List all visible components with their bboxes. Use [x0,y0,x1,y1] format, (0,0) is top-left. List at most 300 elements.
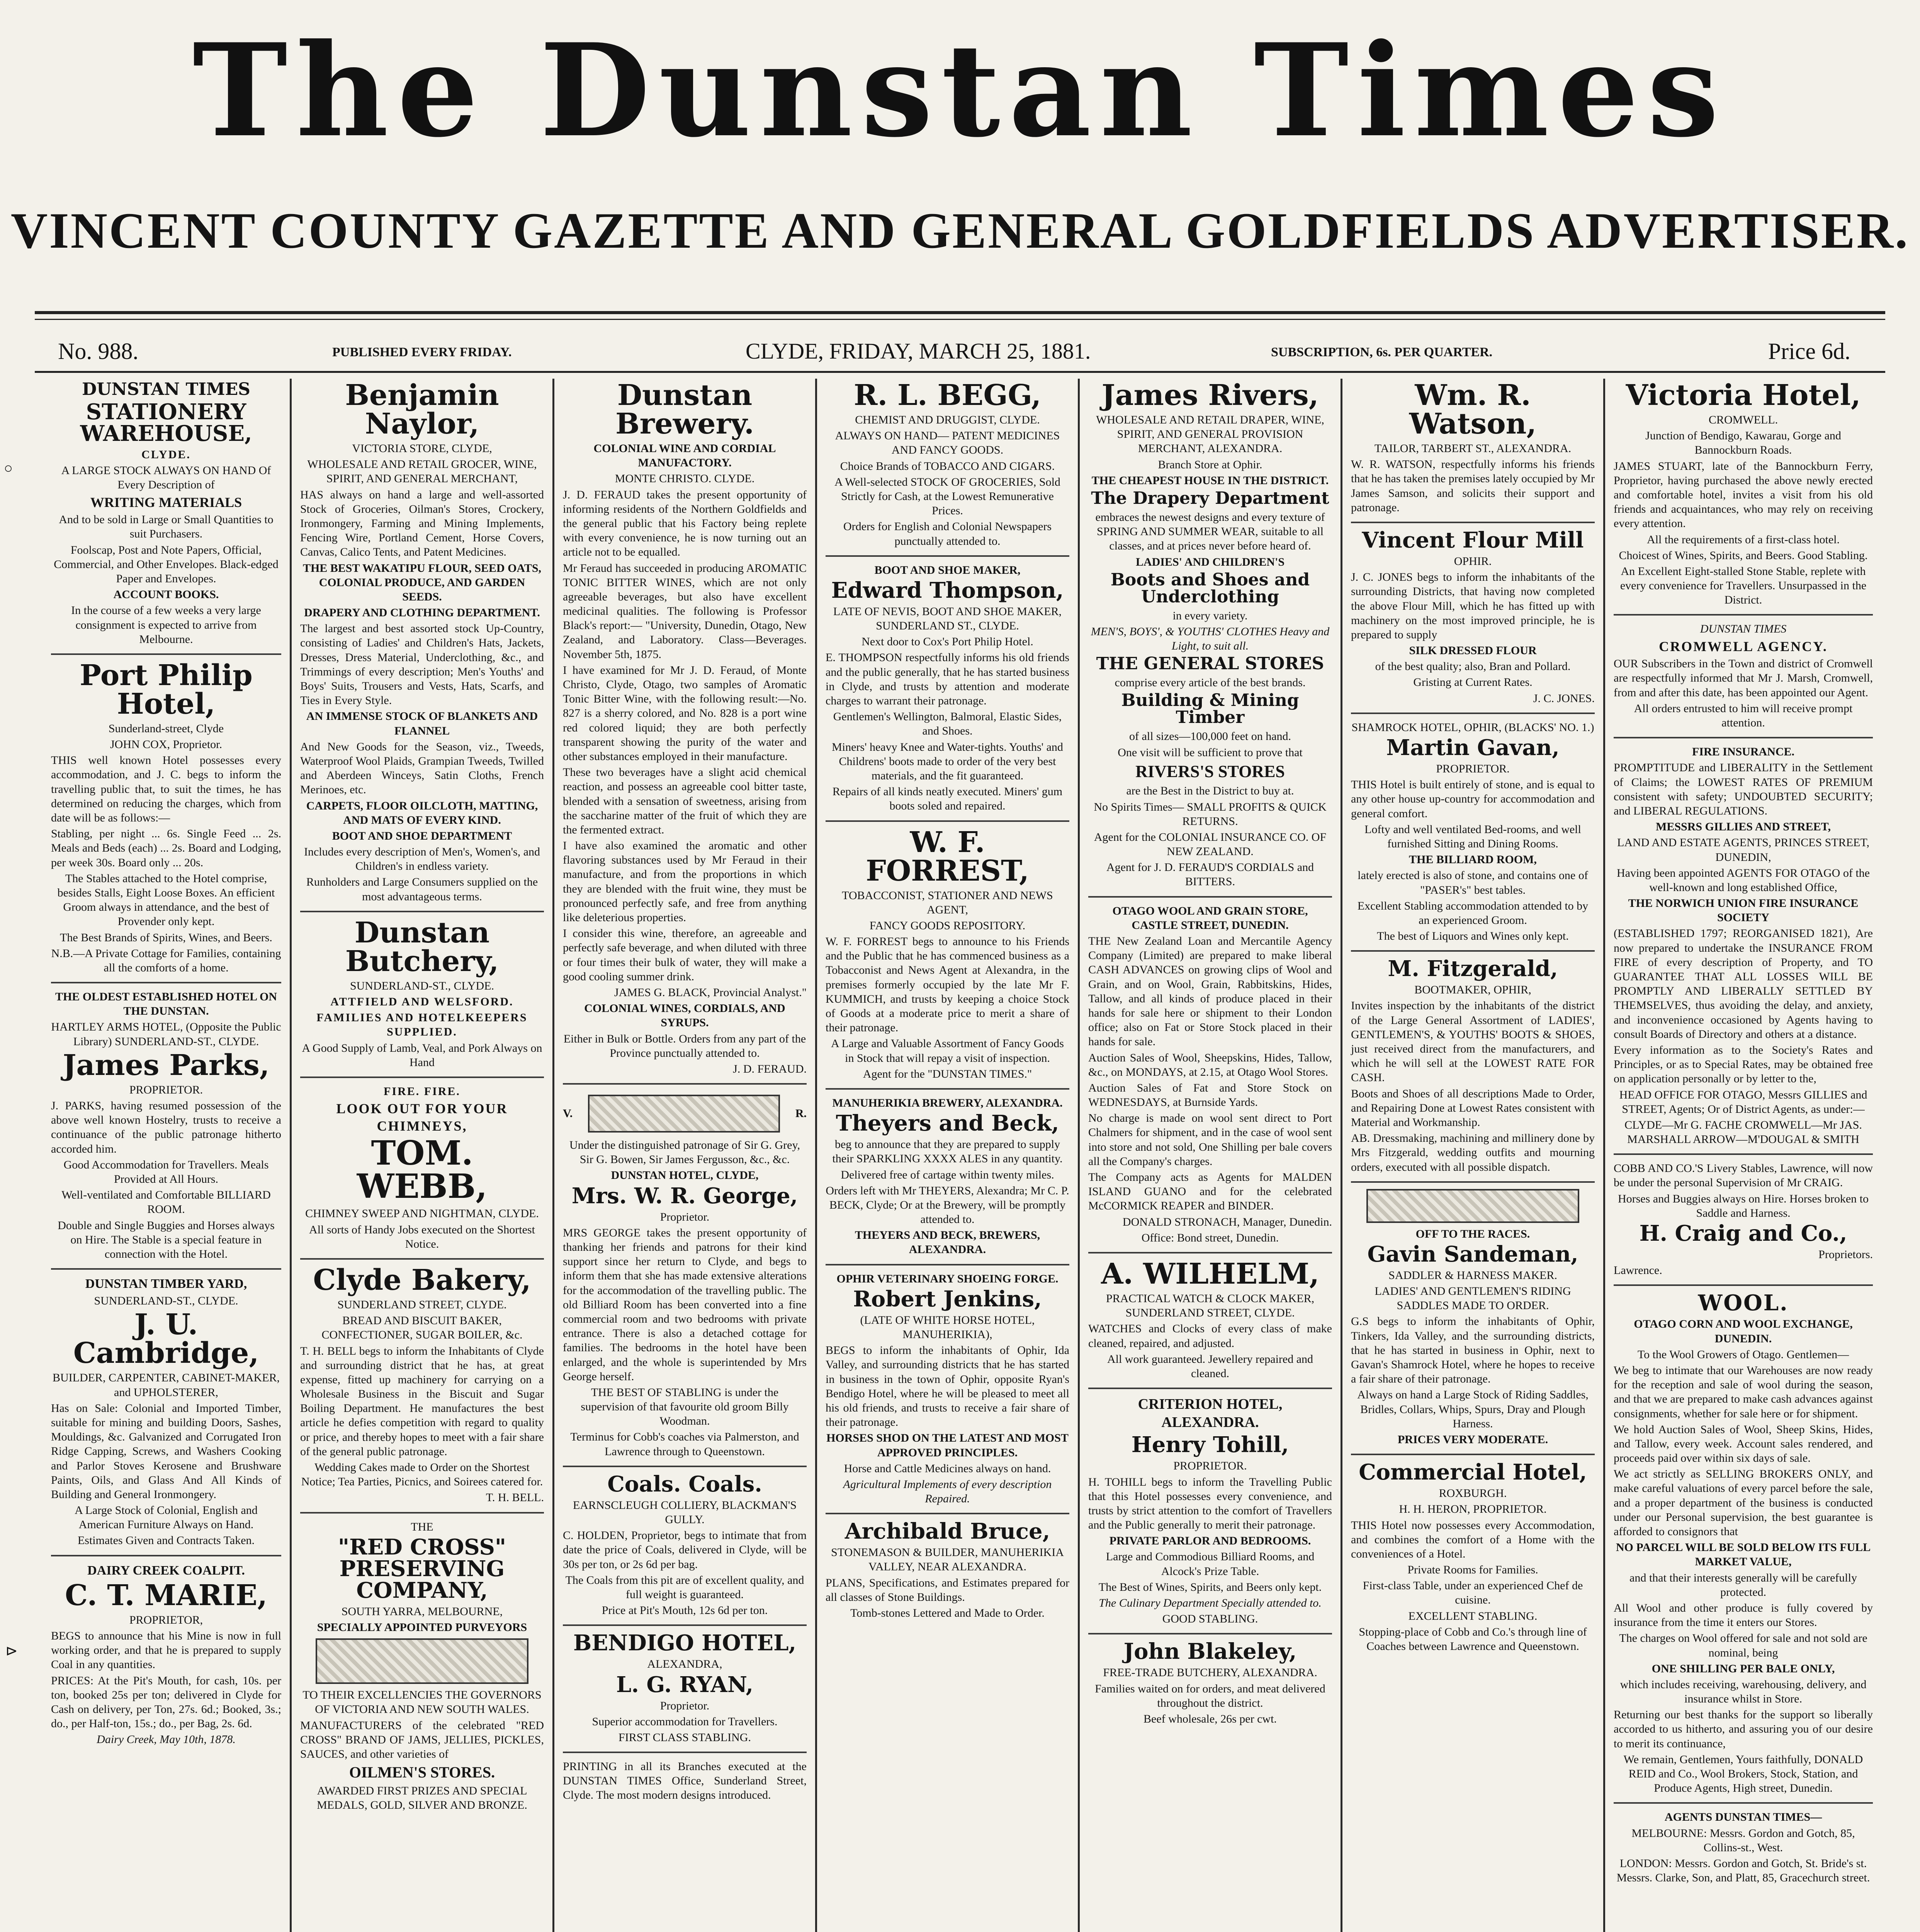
ad-name: Gavin Sandeman, [1367,1241,1578,1267]
ad-text: We act strictly as SELLING BROKERS ONLY, and make careful valuations of every parcel before the sale, and a proper department of the business is conducted under our Personal supervision, the best guarantee is afforded to consignors that [1614,1468,1873,1538]
ad-victoria-hotel [1614,381,1873,616]
ad-text: NO PARCEL WILL BE SOLD BELOW ITS FULL MARKET VALUE, [1616,1541,1871,1568]
ad-name: BENDIGO HOTEL, [573,1630,796,1656]
ad-text: Superior accommodation for Travellers. [592,1715,778,1728]
margin-mark: ⊳ [5,1643,18,1659]
newspaper-subtitle: VINCENT COUNTY GAZETTE AND GENERAL GOLDFIELDS ADVERTISER. [10,202,1910,259]
advertisement-columns [42,379,1881,1932]
ad-text: The largest and best assorted stock Up-Country, consisting of Ladies' and Children's Hats, Jackets, Dresses, Dress Material, Underclothing, &c., and Trimmings of every description; Men's Youths' and Boys' Suits, Trousers and Vests, Hats, Scarfs, and Ties in Every Style. [300,622,544,707]
ad-text: Wedding Cakes made to Order on the Shortest Notice; Tea Parties, Picnics, and Soirees catered for. [301,1461,543,1488]
ad-text: All sorts of Handy Jobs executed on the Shortest Notice. [309,1223,535,1250]
ad-heading: FIRE. FIRE. [384,1085,460,1098]
ad-text: Stopping-place of Cobb and Co.'s through line of Coaches between Lawrence and Queenstown. [1359,1625,1587,1653]
ad-text: THE New Zealand Loan and Mercantile Agency Company (Limited) are prepared to make liberal CASH ADVANCES on growing clips of Wool and Grain, and on Wool, Grain, Rabbitskins, Hides, Tallow, and all kinds of produce placed in their hands for sale here or shipment to their London office; also on Fat or Store Stock placed in their hands for sale. [1088,935,1332,1048]
royal-arms-row [563,1091,807,1136]
ad-text: Price at Pit's Mouth, 12s 6d per ton. [601,1604,768,1617]
ad-dairy-creek-coalpit [51,1563,281,1754]
ad-text: THE CHEAPEST HOUSE IN THE DISTRICT. [1091,474,1329,487]
ad-text: SPECIALLY APPOINTED PURVEYORS [317,1621,527,1634]
ad-heading: CRITERION HOTEL, ALEXANDRA. [1138,1396,1283,1431]
ad-text: The Culinary Department Specially attended to. [1099,1597,1322,1610]
ad-name: Edward Thompson, [831,577,1064,603]
ad-text: The best of Liquors and Wines only kept. [1377,930,1569,943]
ad-text: COBB AND CO.'S Livery Stables, Lawrence, will now be under the personal Supervision of Mr CRAIG. [1614,1162,1873,1189]
ad-text: of the best quality; also, Bran and Pollard. [1375,660,1571,673]
royal-coat-of-arms-illustration [588,1095,780,1133]
ad-name: Coals. Coals. [607,1471,762,1497]
ad-text: FANCY GOODS REPOSITORY. [869,919,1026,932]
ad-wool-exchange [1614,1292,1873,1804]
ad-address: SUNDERLAND-ST., CLYDE. [350,979,494,992]
ad-hartley-arms-hotel [51,990,281,1270]
ad-text: Includes every description of Men's, Women's, and Children's in endless variety. [304,845,540,873]
ad-text: Choice Brands of TOBACCO AND CIGARS. [840,459,1055,473]
ad-benjamin-naylor [300,381,544,912]
issue-number: No. 988. [58,338,139,364]
ad-text: Foolscap, Post and Note Papers, Official, Commercial, and Other Envelopes. Black-edged Paper and Envelopes. [54,543,279,585]
ad-text: ALWAYS ON HAND— PATENT MEDICINES AND FANCY GOODS. [835,429,1060,457]
ad-text: HAS always on hand a large and well-assorted Stock of Groceries, Oilman's Stores, Crockery, Ironmongery, Farming and Mining Implements, Fencing Wire, Portland Cement, Horse Covers, Canvas, Calico Tents, and Patent Medicines. [300,488,544,559]
issue-date: CLYDE, FRIDAY, MARCH 25, 1881. [746,338,1091,364]
margin-mark: ○ [4,460,13,476]
ad-text: Delivered free of cartage within twenty miles. [841,1168,1054,1181]
ad-heading: DAIRY CREEK COALPIT. [87,1563,245,1578]
ad-text: OTAGO CORN AND WOOL EXCHANGE, DUNEDIN. [1634,1318,1853,1345]
ad-trade: STONEMASON & BUILDER, MANUHERIKIA VALLEY, NEAR ALEXANDRA. [831,1546,1064,1573]
ad-text: Mr Feraud has succeeded in producing AROMATIC TONIC BITTER WINES, which are not only agreeable beverages, but also have excellent medicinal qualities. The following is Professor Black's report:— "University, Dunedin, Otago, New Zealand, and Laboratory. Class—Beverages. November 5th, 1875. [563,561,807,661]
ad-text: MONTE CHRISTO. CLYDE. [615,472,755,485]
ad-shamrock-hotel [1351,720,1595,952]
ad-heading: DUNSTAN HOTEL, CLYDE, [611,1169,759,1182]
ad-name: James Rivers, [1101,379,1319,412]
ad-dunstan-brewery [563,381,807,1085]
ad-text: N.B.—A Private Cottage for Families, containing all the comforts of a home. [51,947,281,974]
ad-place: CLYDE. [141,448,191,461]
ad-name: Theyers and Beck, [836,1111,1059,1136]
ad-text: Good Accommodation for Travellers. Meals Provided at All Hours. [63,1158,269,1185]
ad-name: Henry Tohill, [1131,1432,1289,1458]
ad-heading: OTAGO WOOL AND GRAIN STORE, CASTLE STREET, DUNEDIN. [1112,904,1308,932]
ad-text: (LATE OF WHITE HORSE HOTEL, MANUHERIKIA), [860,1313,1035,1341]
ad-text: An Excellent Eight-stalled Stone Stable, replete with every convenience for Travellers. Unsurpassed in the District. [1620,565,1867,607]
ad-text: A LARGE STOCK ALWAYS ON HAND Of Every Description of [61,464,271,492]
ad-text: The Best of Wines, Spirits, and Beers only kept. [1098,1580,1322,1594]
ad-fire-insurance [1614,745,1873,1155]
dateline [58,338,1850,373]
ad-heading: CROMWELL AGENCY. [1659,638,1828,654]
ad-text: Estimates Given and Contracts Taken. [77,1534,255,1547]
ad-text: Agent for J. D. FERAUD'S CORDIALS and BITTERS. [1106,861,1314,888]
ad-text: THIS Hotel now possesses every Accommodation, and combines the comfort of a Home with the conveniences of a Hotel. [1351,1519,1595,1560]
ad-criterion-hotel [1088,1395,1332,1634]
ad-text: G.S begs to inform the inhabitants of Ophir, Tinkers, Ida Valley, and the surrounding districts, that he has started in business in Ophir, next to Gavan's Shamrock Hotel, where he hopes to receive a fair share of their patronage. [1351,1315,1595,1386]
ad-cobb-livery-stables [1614,1161,1873,1286]
ad-name: Clyde Bakery, [313,1263,531,1297]
ad-name: Benjamin Naylor, [345,379,499,440]
ad-red-cross-preserving [300,1520,544,1819]
ad-text: (ESTABLISHED 1797; REORGANISED 1821), Are now prepared to undertake the INSURANCE FROM FIRE of every description of Property, and TO GUARANTEE THAT ALL LOSSES WILL BE PROMPTLY AND LIBERALLY SETTLED BY THEMSELVES, thus avoiding the delay, and anxiety, and inconvenience occasioned by Agents having to consult Boards of Directory and others at a distance. [1614,927,1873,1041]
ad-text: GOOD STABLING. [1162,1612,1258,1626]
ad-text: COLONIAL WINES, CORDIALS, AND SYRUPS. [584,1002,785,1029]
ad-text: BEGS to announce that his Mine is now in full working order, and that he is prepared to supply Coal in any quantities. [51,1629,281,1671]
ad-name: M. Fitzgerald, [1388,956,1558,982]
column-3 [552,379,815,1932]
ad-heading: Port Philip Hotel, [80,658,253,721]
ad-name: Mrs. W. R. George, [571,1183,798,1209]
ad-text: I have also examined the aromatic and other flavoring substances used by Mr Feraud in their manufacture, and from the proportions in which they are blended with the fruit wine, they must be pronounced perfectly safe, and free from anything like deleterious properties. [563,839,807,924]
ad-text: Double and Single Buggies and Horses always on Hire. The Stable is a special feature in connection with the Hotel. [58,1219,275,1260]
ad-proprietor: Proprietors. [1818,1248,1873,1261]
ad-name: Vincent Flour Mill [1362,527,1584,553]
ad-text: beg to announce that they are prepared to supply their SPARKLING XXXX ALES in any quantity. [832,1138,1063,1165]
ad-text: Large and Commodious Billiard Rooms, and Alcock's Prize Table. [1106,1550,1315,1578]
ad-vincent-flour-mill [1351,529,1595,714]
ad-text: To the Wool Growers of Otago. Gentlemen— [1637,1348,1849,1361]
column-2 [290,379,552,1932]
ad-edward-thompson [826,563,1069,822]
ad-text: embraces the newest designs and every texture of SPRING AND SUMMER WEAR, suitable to all classes, and at prices never before heard of. [1095,510,1325,553]
ad-text: H. TOHILL begs to inform the Travelling Public that this Hotel possesses every convenience, and trusts by strict attention to the comfort of Travellers and the Public generally to merit their patronage. [1088,1475,1332,1532]
ad-text: HORSES SHOD ON THE LATEST AND MOST APPROVED PRINCIPLES. [826,1432,1069,1459]
ad-agents-dunstan-times [1614,1810,1873,1892]
ad-subheading: THE GENERAL STORES [1096,654,1324,674]
ad-name: H. Craig and Co., [1639,1221,1847,1246]
ad-text: RIVERS'S STORES [1135,762,1285,781]
ad-place: CROMWELL. [1708,413,1778,426]
ad-proprietor: Proprietor. [660,1210,710,1223]
ad-text: First-class Table, under an experienced Chef de cuisine. [1363,1579,1583,1607]
ad-text: Well-ventilated and Comfortable BILLIARD ROOM. [61,1189,271,1216]
ad-text: Lofty and well ventilated Bed-rooms, and well furnished Sitting and Dining Rooms. [1364,823,1581,850]
ad-text: Invites inspection by the inhabitants of the district of the Large General Assortment of LADIES', GENTLEMEN'S, & YOUTHS' BOOTS & SHOES, just received direct from the manufacturers, and which he will sell at the LOWEST RATE FOR CASH. [1351,999,1595,1084]
ad-text: Runholders and Large Consumers supplied on the most advantageous terms. [306,876,538,903]
ad-place: OPHIR. [1454,554,1492,568]
ad-subheading: Building & Mining Timber [1121,690,1299,728]
ad-text: comprise every article of the best brands. [1115,676,1306,689]
ad-heading: THE OLDEST ESTABLISHED HOTEL ON THE DUNSTAN. [55,990,277,1018]
ad-text: FAMILIES AND HOTELKEEPERS SUPPLIED. [316,1011,528,1039]
ad-text: These two beverages have a slight acid chemical reaction, and possess an agreeable cool bitter taste, blended with a sensation of sweetness, arising from the saccharine matter of the fruit of which they are the fermented extract. [563,766,807,836]
ad-text: The charges on Wool offered for sale and not sold are nominal, being [1619,1632,1867,1659]
ad-text: J. D. FERAUD takes the present opportunity of informing residents of the Northern Goldfields and the general public that his Factory being replete with every convenience, he is now turning out an article not to be equalled. [563,488,807,559]
ad-text: The Stables attached to the Hotel comprise, besides Stalls, Eight Loose Boxes. An efficient Groom always in attendance, and the best of Provender only kept. [57,872,275,928]
ad-text: The Best Brands of Spirits, Wines, and Beers. [60,931,272,944]
ad-text: In the course of a few weeks a very large consignment is expected to arrive from Melbourne. [71,604,261,646]
ad-subheading: The Drapery Department [1091,488,1329,508]
ad-text: Returning our best thanks for the support so liberally accorded to us hitherto, and assuring you of our desire to merit its continuance, [1614,1708,1873,1750]
ad-ophir-veterinary-forge [826,1272,1069,1515]
ad-cromwell-agency [1614,622,1873,738]
ad-name: Victoria Hotel, [1626,379,1861,412]
ad-wm-r-watson [1351,381,1595,523]
ad-m-fitzgerald [1351,958,1595,1182]
ad-text: THE [411,1520,433,1533]
ad-printing [563,1759,807,1810]
ad-text: Gentlemen's Wellington, Balmoral, Elastic Sides, and Shoes. [833,710,1062,738]
ad-text: SADDLER & HARNESS MAKER. [1388,1269,1557,1282]
ad-text: lately erected is also of stone, and contains one of "PASER's" best tables. [1358,869,1588,896]
ad-text: BOOTMAKER, OPHIR, [1414,983,1531,997]
ad-text: FIRST CLASS STABLING. [618,1731,751,1744]
ad-text: I have examined for Mr J. D. Feraud, of Monte Christo, Clyde, Otago, two samples of Aromatic Tonic Bitter Wine, with the following result:—No. 827 is a sherry colored, and No. 828 is a port wine red colored liquid; they are both perfectly transparent showing the purity of the water and other substances employed in their manufacture. [563,663,807,763]
ad-text: Junction of Bendigo, Kawarau, Gorge and Bannockburn Roads. [1645,429,1841,457]
ad-proprietor: PROPRIETOR. [1436,762,1510,775]
ad-proprietor: PROPRIETOR. [129,1083,203,1096]
ad-text: THE BILLIARD ROOM, [1409,853,1537,866]
ad-text: Office: Bond street, Dunedin. [1141,1231,1279,1244]
ad-heading: BOOT AND SHOE MAKER, [874,563,1021,577]
ad-text: PLANS, Specifications, and Estimates prepared for all classes of Stone Buildings. [826,1576,1069,1604]
ad-text: OUR Subscribers in the Town and district of Cromwell are respectfully informed that Mr J. Marsh, Cromwell, from and after this date, has been appointed our Agent. [1614,657,1873,699]
ad-trade: BUILDER, CARPENTER, CABINET-MAKER, and UPHOLSTERER, [52,1371,280,1399]
ad-proprietor: JOHN COX, Proprietor. [110,738,222,751]
column-4 [815,379,1078,1932]
ad-text: Orders for English and Colonial Newspapers punctually attended to. [843,520,1052,548]
ad-bendigo-hotel [563,1632,807,1753]
ad-text: T. H. BELL begs to inform the Inhabitants of Clyde and surrounding district that he has, at great expense, fitted up machinery for carrying on a Wholesale Business in the Biscuit and Sugar Boiling Department. He manufactures the best article he defies competition with regard to quality or price, and thereby hopes to meet with a fair share of the general public patronage. [300,1344,544,1458]
ad-clyde-bakery [300,1263,544,1514]
column-1 [42,379,290,1932]
ad-text: J. PARKS, having resumed possession of the above well known Hostelry, trusts to receive a continuance of the public patronage hitherto accorded him. [51,1099,281,1155]
ad-text: C. HOLDEN, Proprietor, begs to intimate that from date the price of Coals, delivered in Clyde, will be 30s per ton, or 2s 6d per bag. [563,1529,807,1571]
ad-name: A. WILHELM, [1101,1257,1319,1291]
ad-text: Beef wholesale, 26s per cwt. [1144,1712,1277,1725]
ad-text: LONDON: Messrs. Gordon and Gotch, St. Bride's st. Messrs. Clarke, Son, and Platt, 85, Gracechurch street. [1616,1857,1870,1884]
ad-text: THE NORWICH UNION FIRE INSURANCE SOCIETY [1628,897,1859,924]
ad-text: One visit will be sufficient to prove that [1118,746,1303,759]
ad-text: A Large and Valuable Assortment of Fancy Goods in Stock that will repay a visit of inspection. [831,1037,1064,1065]
ad-text: PRIVATE PARLOR AND BEDROOMS. [1109,1534,1311,1548]
masthead-rule-thin [35,319,1885,320]
ad-text: Choicest of Wines, Spirits, and Beers. Good Stabling. [1619,549,1868,562]
ad-text: EARNSCLEUGH COLLIERY, BLACKMAN'S GULLY. [573,1498,797,1526]
ad-signature: DONALD STRONACH, Manager, Dunedin. [1122,1215,1332,1228]
ad-name: R. L. BEGG, [853,379,1042,412]
ad-text: HEAD OFFICE FOR OTAGO, Messrs GILLIES and STREET, Agents; Or of District Agents, as under:— [1619,1088,1867,1116]
ad-text: of all sizes—100,000 feet on hand. [1129,730,1291,743]
ad-signature: JAMES G. BLACK, Provincial Analyst." [614,986,807,999]
ad-text: MEN'S, BOYS', & YOUTHS' CLOTHES Heavy and Light, to suit all. [1091,625,1330,653]
ad-text: which includes receiving, warehousing, delivery, and insurance whilst in Store. [1620,1678,1867,1706]
ad-text: WRITING MATERIALS [90,494,242,510]
ad-text: We hold Auction Sales of Wool, Sheep Skins, Hides, and Tallow, every week. Account sales rendered, and proceeds paid over within six days of sale. [1614,1423,1873,1465]
ad-text: Next door to Cox's Port Philip Hotel. [861,635,1033,648]
ad-text: WHOLESALE AND RETAIL DRAPER, WINE, SPIRIT, AND GENERAL PROVISION MERCHANT, ALEXANDRA. [1096,413,1324,455]
ad-text: are the Best in the District to buy at. [1126,784,1294,798]
ad-name: John Blakeley, [1123,1639,1297,1665]
ad-heading: SHAMROCK HOTEL, OPHIR, (BLACKS' NO. 1.) [1351,721,1594,734]
ad-text: All Wool and other produce is fully covered by insurance from the time it enters our Stores. [1614,1601,1873,1629]
ad-text: BREAD AND BISCUIT BAKER, CONFECTIONER, SUGAR BOILER, &c. [321,1314,523,1342]
ad-text: Agricultural Implements of every description Repaired. [843,1478,1052,1505]
ad-text: PRINTING in all its Branches executed at the DUNSTAN TIMES Office, Sunderland Street, Clyde. The most modern designs introduced. [563,1760,807,1802]
horse-and-rider-illustration [1366,1189,1579,1223]
ad-signature: J. D. FERAUD. [733,1062,807,1075]
ad-text: W. F. FORREST begs to announce to his Friends and the Public that he has commenced business as a Tobacconist and News Agent at Alexandra, in the premises formerly occupied by the late Mr F. KUMMICH, and trusts by keeping a choice Stock of Goods at a moderate price to merit a share of their patronage. [826,935,1069,1034]
ad-trade: WHOLESALE AND RETAIL GROCER, WINE, SPIRIT, AND GENERAL MERCHANT, [307,458,537,485]
ad-r-l-begg [826,381,1069,557]
ad-text: All orders entrusted to him will receive prompt attention. [1634,702,1853,729]
ad-text: Private Rooms for Families. [1407,1563,1538,1577]
ad-tom-webb [300,1084,544,1260]
ad-text: Agent for the "DUNSTAN TIMES." [863,1067,1032,1080]
ad-name: C. T. MARIE, [65,1578,267,1612]
ad-name: Dunstan Brewery. [615,379,754,440]
ad-proprietor: Proprietor. [660,1699,710,1712]
masthead-rule-top [35,311,1885,314]
ad-port-philip-hotel [51,658,281,983]
ad-text: No charge is made on wool sent direct to Port Chalmers for shipment, and in the case of wool sent into store and not sold, One Shilling per bale covers all the Company's charges. [1088,1112,1332,1168]
ad-text: All the requirements of a first-class hotel. [1646,533,1840,546]
ad-text: Auction Sales of Wool, Sheepskins, Hides, Tallow, &c., on MONDAYS, at 2.15, at Otago Wool Stores. [1088,1051,1332,1078]
ad-text: Agent for the COLONIAL INSURANCE CO. OF NEW ZEALAND. [1094,830,1327,858]
ad-text: Has on Sale: Colonial and Imported Timber, suitable for mining and building Doors, Sashes, Mouldings, &c. Galvanized and Corrugated Iron Ridge Capping, Screws, and Washers Cooking and Parlor Stoves Kerosene and Brushware Paints, Oils, and Glass And All Kinds of Building and General Ironmongery. [51,1401,281,1501]
ad-subheading: Boots and Shoes and Underclothing [1110,570,1310,607]
ad-text: Boots and Shoes of all descriptions Made to Order, and Repairing Done at Lowest Rates consistent with Material and Workmanship. [1351,1087,1595,1129]
ad-address: SUNDERLAND-ST., CLYDE. [94,1294,238,1308]
ad-text: PRICES: At the Pit's Mouth, for cash, 10s. per ton, booked 25s per ton; delivered in Clyde for Cash on delivery, per Ton, 27s. 6d.; Booked, 3s.; do., per Half-ton, 15s.; do., per Bag, 2s. 6d. [51,1674,281,1730]
ad-heading: OPHIR VETERINARY SHOEING FORGE. [836,1272,1059,1285]
ad-text: E. THOMPSON respectfully informs his old friends and the public generally, that he has started business in Clyde, and trusts by attention and moderate charges to warrant their patronage. [826,651,1069,707]
ad-text: JAMES STUART, late of the Bannockburn Ferry, Proprietor, having purchased the above newly erected and comfortable hotel, invites a visit from his old friends and acquaintances, who may rely on receiving every attention. [1614,459,1873,530]
ad-name: James Parks, [63,1048,270,1082]
ad-text: W. R. WATSON, respectfully informs his friends that he has taken the premises lately occupied by Mr James Samson, and solicits their support and patronage. [1351,458,1595,514]
ad-text: The Company acts as Agents for MALDEN ISLAND GUANO and for the celebrated McCORMICK REAPER and BINDER. [1088,1171,1332,1213]
ad-heading: FIRE INSURANCE. [1692,745,1795,759]
ad-signature: THEYERS AND BECK, BREWERS, ALEXANDRA. [855,1229,1040,1256]
ad-archibald-bruce [826,1520,1069,1627]
ad-address: SOUTH YARRA, MELBOURNE, [341,1605,503,1618]
ad-heading: DUNSTAN TIMES [82,379,250,399]
ad-text: And to be sold in Large or Small Quantities to suit Purchasers. [59,513,274,541]
ad-gavin-sandeman [1351,1189,1595,1455]
ad-text: We beg to intimate that our Warehouses are now ready for the reception and sale of wool during the season, and that we are prepared to make cash advances against consignments, whether for sale here or for shipment. [1614,1364,1873,1420]
ad-text: HARTLEY ARMS HOTEL, (Opposite the Public Library) SUNDERLAND-ST., CLYDE. [51,1020,281,1048]
ad-text: LAND AND ESTATE AGENTS, PRINCES STREET, DUNEDIN, [1617,836,1869,864]
issue-price: Price 6d. [1768,338,1850,364]
ad-text: MANUFACTURERS of the celebrated "RED CROSS" BRAND OF JAMS, JELLIES, PICKLES, SAUCES, and other varieties of [300,1719,544,1760]
ad-text: EXCELLENT STABLING. [1408,1609,1538,1622]
ad-text: ONE SHILLING PER BALE ONLY, [1652,1662,1835,1675]
ad-text: WATCHES and Clocks of every class of make cleaned, repaired, and adjusted. [1088,1322,1332,1350]
ad-text: CLYDE—Mr G. FACHE CROMWELL—Mr JAS. MARSHALL ARROW—M'DOUGAL & SMITH [1624,1118,1862,1146]
ad-manuherikia-brewery [826,1096,1069,1265]
ad-text: Terminus for Cobb's coaches via Palmerston, and Lawrence through to Queenstown. [570,1430,799,1458]
ad-text: BEGS to inform the inhabitants of Ophir, Ida Valley, and surrounding districts that he has started in business in the town of Ophir, opposite Ryan's Bendigo Hotel, where he will be pleased to meet all his old friends, and trusts to receive a fair share of their patronage. [826,1344,1069,1429]
ad-text: and that their interests generally will be carefully protected. [1629,1571,1857,1599]
ad-text: Always on hand a Large Stock of Riding Saddles, Bridles, Collars, Whips, Spurs, Dray and Plough Harness. [1357,1388,1589,1430]
royal-crest-illustration [316,1638,528,1684]
ad-proprietor: H. H. HERON, PROPRIETOR. [1399,1503,1547,1516]
ad-text: PROMPTITUDE and LIBERALITY in the Settlement of Claims; the LOWEST RATES OF PREMIUM consistent with safety; UNDOUBTED SECURITY; and LIBERAL REGULATIONS. [1614,761,1873,817]
ad-heading: WOOL. [1698,1290,1789,1316]
ad-james-rivers [1088,381,1332,898]
ad-text: J. C. JONES begs to inform the inhabitants of the surrounding Districts, that having now completed the above Flour Mill, which he has fitted up with machinery on the most improved principle, he is prepared to supply [1351,571,1595,641]
ad-text: LADIES' AND GENTLEMEN'S RIDING SADDLES MADE TO ORDER. [1375,1285,1571,1312]
ad-text: Under the distinguished patronage of Sir G. Grey, Sir G. Bowen, Sir James Fergusson, &c., &c. [569,1139,800,1166]
ad-dunstan-timber-yard [51,1276,281,1556]
ad-text: MELBOURNE: Messrs. Gordon and Gotch, 85, Collins-st., West. [1631,1827,1855,1854]
ad-dunstan-hotel [563,1091,807,1467]
column-6 [1341,379,1603,1932]
ad-text: ATTFIELD AND WELSFORD. [330,995,514,1008]
ad-trade: CHIMNEY SWEEP AND NIGHTMAN, CLYDE. [305,1207,539,1220]
ad-heading: STATIONERY WAREHOUSE, [80,399,252,446]
ad-text: MRS GEORGE takes the present opportunity of thanking her friends and patrons for their kind support since her return to Clyde, and begs to inform them that she has made extensive alterations for the accommodation of the travelling public. The old Billiard Room has been converted into a fine commercial room and two bedrooms with private entrance. There is also a detached cottage for families. The bedrooms in the hotel have been enlarged, and the whole is superintended by Mrs George herself. [563,1226,807,1383]
ad-text: FREE-TRADE BUTCHERY, ALEXANDRA. [1103,1666,1317,1679]
ad-text: AB. Dressmaking, machining and millinery done by Mrs Fitzgerald, wedding outfits and mourning orders, executed with all possible dispatch. [1351,1132,1595,1173]
ad-text: Either in Bulk or Bottle. Orders from any part of the Province punctually attended to. [563,1032,806,1060]
ad-rates: Stabling, per night ... 6s. Single Feed ... 2s. Meals and Beds (each) ... 2s. Board and Lodging, per week 30s. Board only ... 20s. [51,827,281,869]
ad-text: Auction Sales of Fat and Store Stock on WEDNESDAYS, at Burnside Yards. [1088,1081,1332,1109]
ad-trade: TOBACCONIST, STATIONER AND NEWS AGENT, [842,889,1053,916]
ad-name: "RED CROSS" PRESERVING COMPANY, [338,1534,506,1603]
ad-heading: DUNSTAN TIMBER YARD, [85,1277,247,1291]
ad-text: SILK DRESSED FLOUR [1409,644,1537,657]
ad-heading: AGENTS DUNSTAN TIMES— [1664,1811,1822,1824]
ad-heading: MANUHERIKIA BREWERY, ALEXANDRA. [832,1096,1063,1109]
ad-a-wilhelm [1088,1257,1332,1389]
ad-stationery-warehouse [51,381,281,655]
ad-text: I consider this wine, therefore, an agreeable and perfectly safe beverage, and when diluted with three or four times their bulk of water, they will make a good cooling summer drink. [563,927,807,983]
ad-heading: DUNSTAN TIMES [1700,622,1787,636]
ad-text: BOOT AND SHOE DEPARTMENT [332,829,512,842]
ad-text: PRACTICAL WATCH & CLOCK MAKER, SUNDERLAND STREET, CLYDE. [1106,1292,1315,1320]
ad-signature: We remain, Gentlemen, Yours faithfully, DONALD REID and Co., Wool Brokers, Stock, Station, and Produce Agents, High street, Dunedin. [1623,1753,1863,1795]
ad-place: Lawrence. [1614,1264,1662,1277]
ad-text: A Large Stock of Colonial, English and American Furniture Always on Hand. [75,1504,258,1531]
ad-text: No Spirits Times— SMALL PROFITS & QUICK RETURNS. [1094,800,1327,828]
ad-text: AWARDED FIRST PRIZES AND SPECIAL MEDALS, GOLD, SILVER AND BRONZE. [317,1784,527,1811]
ad-text: CARPETS, FLOOR OILCLOTH, MATTING, AND MATS OF EVERY KIND. [306,799,538,827]
ad-name: L. G. RYAN, [616,1672,753,1697]
ad-text: Tomb-stones Lettered and Made to Order. [850,1607,1045,1619]
ad-address: ALEXANDRA, [647,1658,722,1671]
column-7 [1603,379,1881,1932]
ad-address: Sunderland-street, Clyde [108,722,224,735]
ad-earnscleugh-colliery [563,1473,807,1626]
ad-name: W. F. FORREST, [866,825,1029,888]
ad-text: All work guaranteed. Jewellery repaired and cleaned. [1107,1352,1313,1380]
ad-text: THE BEST OF STABLING is under the supervision of that favourite old groom Billy Woodman. [581,1386,789,1428]
ad-text: And New Goods for the Season, viz., Tweeds, Waterproof Wool Plaids, Grampian Tweeds, Twilled and Aberdeen Winceys, Satin Cloths, French Merinoes, etc. [300,740,544,796]
ad-text: OILMEN'S STORES. [349,1764,495,1781]
cipher-letter: R. [795,1107,807,1120]
ad-text: Excellent Stabling accommodation attended to by an experienced Groom. [1357,899,1589,927]
ad-place: ROXBURGH. [1439,1487,1507,1500]
ad-text: LADIES' AND CHILDREN'S [1135,555,1285,568]
ad-signature: T. H. BELL. [486,1491,544,1504]
ad-text: Families waited on for orders, and meat delivered throughout the district. [1095,1682,1325,1709]
cipher-letter: V. [563,1107,573,1120]
ad-name: Archibald Bruce, [844,1519,1050,1544]
ad-address: SUNDERLAND STREET, CLYDE. [337,1298,507,1311]
ad-text: A Good Supply of Lamb, Veal, and Pork Always on Hand [302,1041,542,1069]
ad-text: Miners' heavy Knee and Water-tights. Youths' and Childrens' boots made to order of the very best materials, and the fit guaranteed. [832,740,1063,782]
ad-text: TAILOR, TARBERT ST., ALEXANDRA. [1374,442,1572,455]
ad-text: Every information as to the Society's Rates and Principles, or as to Special Rates, may be obtained free on application personally or by letter to the, [1614,1043,1873,1085]
ad-name: Robert Jenkins, [853,1286,1042,1312]
ad-text: LOOK OUT FOR YOUR CHIMNEYS, [336,1101,508,1134]
ad-text: ACCOUNT BOOKS. [113,588,219,601]
ad-dunstan-butchery [300,918,544,1078]
column-5 [1078,379,1341,1932]
ad-name: Wm. R. Watson, [1409,379,1537,440]
ad-text: PRICES VERY MODERATE. [1397,1433,1548,1446]
ad-text: THIS well known Hotel possesses every accommodation, and J. C. begs to inform the travelling public that, to suit the times, he has determined on reducing the charges, which from date will be as follows:— [51,754,281,824]
ad-proprietor: PROPRIETOR. [1173,1459,1247,1473]
ad-otago-wool-grain-store [1088,904,1332,1253]
